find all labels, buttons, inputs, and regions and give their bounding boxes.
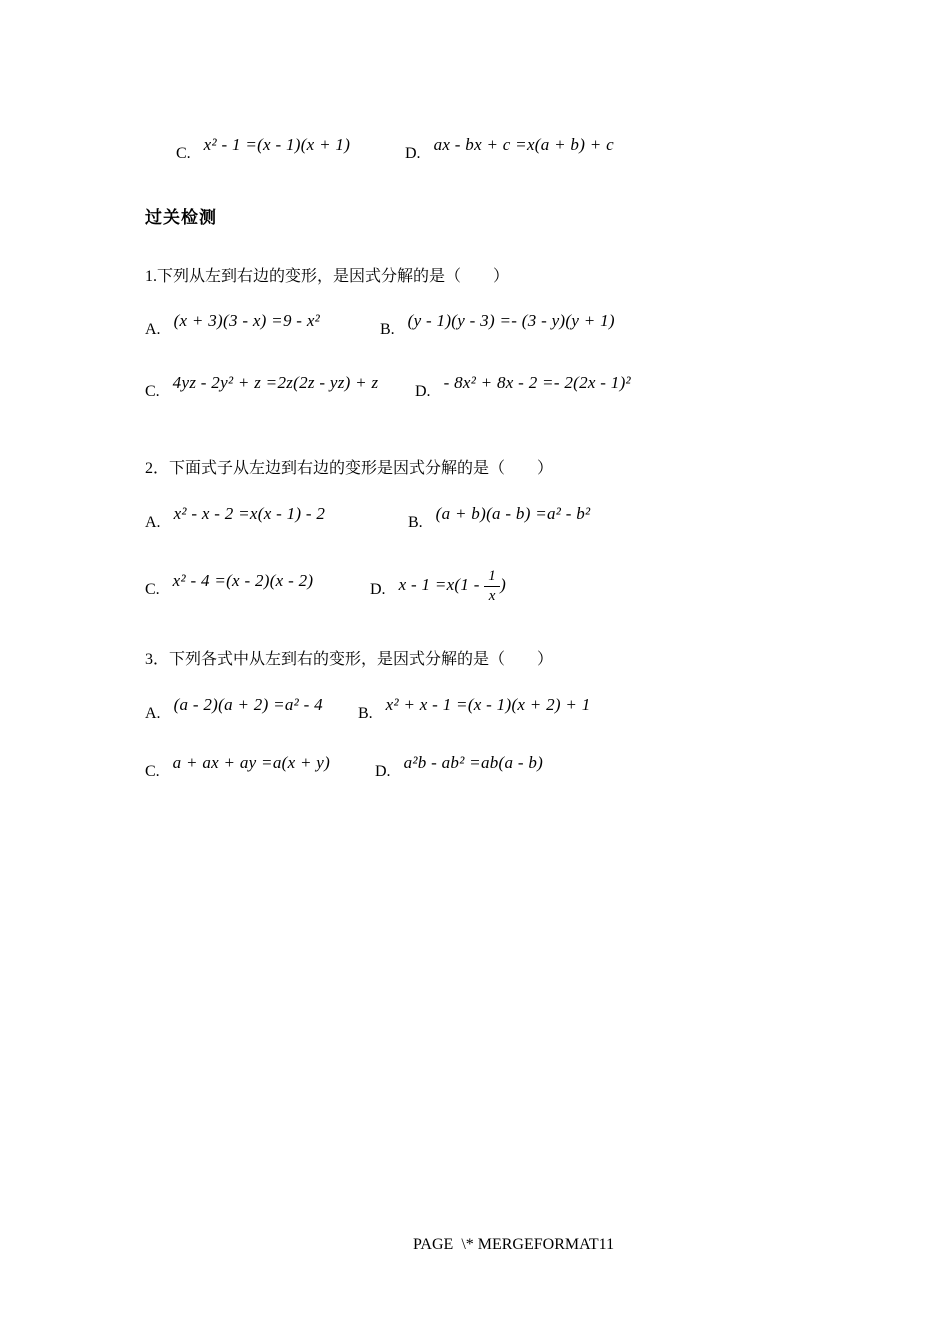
question-2-stem: 2．下面式子从左边到右边的变形是因式分解的是（ ） <box>145 460 554 477</box>
option-label: B. <box>380 321 395 338</box>
option-label: D. <box>415 383 431 400</box>
option-label: D. <box>370 581 386 598</box>
question-1-option-d <box>415 370 631 401</box>
question-3-option-d <box>375 750 543 781</box>
option-formula: x² + x - 1 =(x - 1)(x + 2) + 1 <box>385 695 591 714</box>
formula-post: ) <box>500 574 507 594</box>
option-formula: (a + b)(a - b) =a² - b² <box>435 504 591 523</box>
option-label: A. <box>145 514 161 531</box>
fraction <box>484 568 500 604</box>
option-label: C. <box>145 383 160 400</box>
question-3-stem: 3．下列各式中从左到右的变形，是因式分解的是（ ） <box>145 651 554 668</box>
question-2-option-c <box>145 568 313 599</box>
option-formula: a + ax + ay =a(x + y) <box>172 753 331 772</box>
option-label: C. <box>176 145 191 162</box>
option-label: C. <box>145 763 160 780</box>
option-formula: a²b - ab² =ab(a - b) <box>403 753 544 772</box>
question-2-option-d <box>370 568 506 604</box>
page-number-field: PAGE \* MERGEFORMAT11 <box>413 1236 615 1253</box>
intro-option-c <box>176 132 350 163</box>
option-formula: (a - 2)(a + 2) =a² - 4 <box>173 695 323 714</box>
question-1-stem: 1.下列从左到右边的变形，是因式分解的是（ ） <box>145 268 510 285</box>
question-3-option-b <box>358 692 591 723</box>
fraction-numerator: 1 <box>484 568 500 587</box>
option-formula-with-fraction <box>399 568 506 604</box>
question-1-option-a <box>145 308 320 339</box>
option-formula: x² - 4 =(x - 2)(x - 2) <box>172 571 314 590</box>
option-formula: ax - bx + c =x(a + b) + c <box>433 135 614 154</box>
question-1-option-b <box>380 308 615 339</box>
option-label: B. <box>358 705 373 722</box>
option-label: D. <box>405 145 421 162</box>
section-heading: 过关检测 <box>145 208 217 227</box>
formula-pre: x - 1 =x(1 - <box>398 574 485 594</box>
option-label: B. <box>408 514 423 531</box>
question-3-option-a <box>145 692 323 723</box>
intro-option-d <box>405 132 614 163</box>
option-formula: (y - 1)(y - 3) =- (3 - y)(y + 1) <box>407 311 615 330</box>
option-label: A. <box>145 321 161 338</box>
option-label: A. <box>145 705 161 722</box>
option-formula: - 8x² + 8x - 2 =- 2(2x - 1)² <box>443 373 631 392</box>
option-formula: x² - x - 2 =x(x - 1) - 2 <box>173 504 326 523</box>
option-formula: x² - 1 =(x - 1)(x + 1) <box>203 135 351 154</box>
option-label: C. <box>145 581 160 598</box>
question-2-option-b <box>408 501 590 532</box>
option-label: D. <box>375 763 391 780</box>
question-1-option-c <box>145 370 378 401</box>
question-3-option-c <box>145 750 330 781</box>
option-formula: 4yz - 2y² + z =2z(2z - yz) + z <box>172 373 379 392</box>
fraction-denominator: x <box>488 587 496 604</box>
option-formula: (x + 3)(3 - x) =9 - x² <box>173 311 321 330</box>
question-2-option-a <box>145 501 325 532</box>
